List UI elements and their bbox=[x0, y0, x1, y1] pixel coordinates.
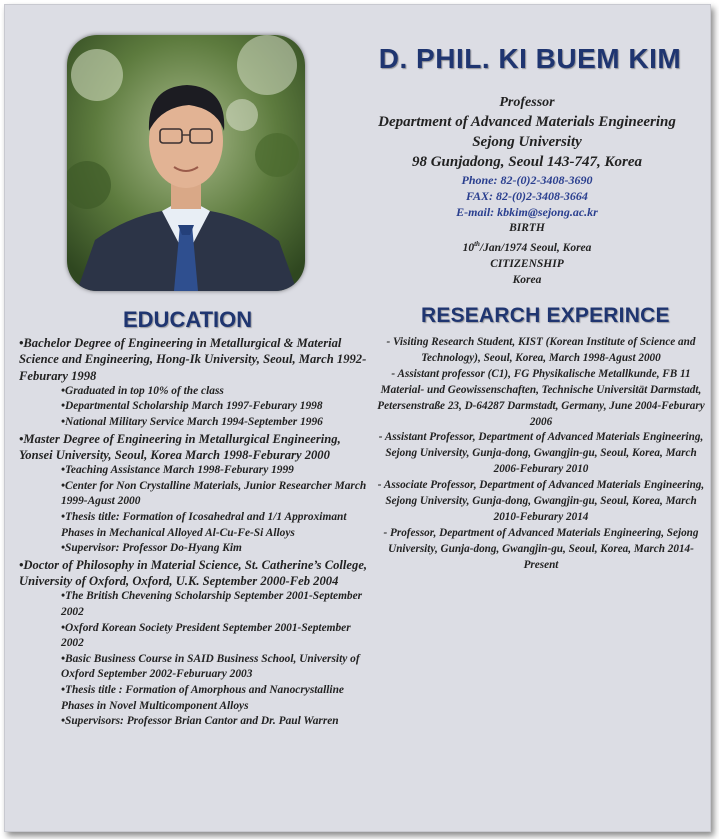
list-item: •Thesis title : Formation of Amorphous and Nanocrystalline Phases in Novel Multicomponent Alloys bbox=[61, 683, 344, 712]
research-list bbox=[373, 335, 709, 574]
email: E-mail: kbkim@sejong.ac.kr bbox=[456, 205, 598, 219]
degree-bachelor: •Bachelor Degree of Engineering in Metallurgical & Material Science and Engineering, Hong-Ik University, Seoul, March 1992-Feburary 1998 bbox=[19, 336, 367, 383]
research-entry: - Assistant professor (C1), FG Physikalische Metallkunde, FB 11 Material- und Geowissenschaften, Technische Universität Darmstadt, Petersenstraße 23, D-64287 Darmstadt, Germany, June 2004-Feburary 2006 bbox=[377, 367, 705, 428]
job-title: Professor bbox=[499, 95, 555, 110]
university: Sejong University bbox=[472, 134, 582, 150]
education-list bbox=[19, 335, 369, 730]
list-item: •Thesis title: Formation of Icosahedral and 1/1 Approximant Phases in Mechanical Alloyed Al-Cu-Fe-Si Alloys bbox=[61, 511, 347, 539]
research-heading: RESEARCH EXPERINCE bbox=[421, 304, 670, 327]
degree-doctorate: •Doctor of Philosophy in Material Science, St. Catherine’s College, University of Oxford, Oxford, U.K. September 2000-Feb 2004 bbox=[19, 557, 368, 589]
fax: FAX: 82-(0)2-3408-3664 bbox=[466, 189, 588, 203]
list-item: •Center for Non Crystalline Materials, Junior Researcher March 1999-Agust 2000 bbox=[61, 479, 367, 508]
research-entry: - Visiting Research Student, KIST (Korean Institute of Science and Technology), Seoul, Korea, March 1998-Agust 2000 bbox=[386, 336, 696, 364]
list-item: •Graduated in top 10% of the class bbox=[61, 384, 224, 397]
list-item: •The British Chevening Scholarship September 2001-September 2002 bbox=[61, 590, 363, 619]
person-name: D. PHIL. KI BUEM KIM bbox=[378, 43, 682, 74]
address: 98 Gunjadong, Seoul 143-747, Korea bbox=[411, 154, 643, 170]
list-item: •Departmental Scholarship March 1997-Feburary 1998 bbox=[61, 400, 323, 413]
phone: Phone: 82-(0)2-3408-3690 bbox=[461, 173, 593, 187]
department: Department of Advanced Materials Engineering bbox=[378, 114, 676, 130]
research-entry: - Associate Professor, Department of Advanced Materials Engineering, Sejong University, Gunja-dong, Gwangjin-gu, Seoul, Korea, March 2010-Feburary 2014 bbox=[377, 479, 705, 523]
research-entry: - Assistant Professor, Department of Advanced Materials Engineering, Sejong University, Gunja-dong, Gwangjin-gu, Seoul, Korea, March 2006-Feburary 2010 bbox=[378, 431, 704, 476]
list-item: •Supervisor: Professor Do-Hyang Kim bbox=[61, 542, 242, 555]
list-item: •Basic Business Course in SAID Business School, University of Oxford September 2002-Feburuary 2003 bbox=[61, 652, 360, 681]
education-heading: EDUCATION bbox=[123, 307, 253, 332]
birth-label: BIRTH bbox=[509, 222, 545, 234]
list-item: •National Military Service March 1994-September 1996 bbox=[61, 416, 323, 429]
cv-page bbox=[4, 4, 711, 832]
contact-block bbox=[345, 93, 709, 288]
citizenship-label: CITIZENSHIP bbox=[490, 257, 564, 270]
citizenship: Korea bbox=[512, 273, 542, 286]
list-item: •Oxford Korean Society President September 2001-September 2002 bbox=[61, 621, 351, 650]
list-item: •Supervisors: Professor Brian Cantor and Dr. Paul Warren bbox=[61, 715, 339, 728]
research-entry: - Professor, Department of Advanced Materials Engineering, Sejong University, Gunja-dong, Gwangjin-gu, Seoul, Korea, March 2014-Present bbox=[383, 526, 699, 571]
profile-photo bbox=[67, 35, 305, 291]
list-item: •Teaching Assistance March 1998-Feburary 1999 bbox=[61, 464, 294, 477]
degree-master: •Master Degree of Engineering in Metallurgical Engineering, Yonsei University, Seoul, Korea March 1998-Feburary 2000 bbox=[19, 431, 341, 462]
birth-date: 10th/Jan/1974 Seoul, Korea bbox=[462, 240, 592, 254]
